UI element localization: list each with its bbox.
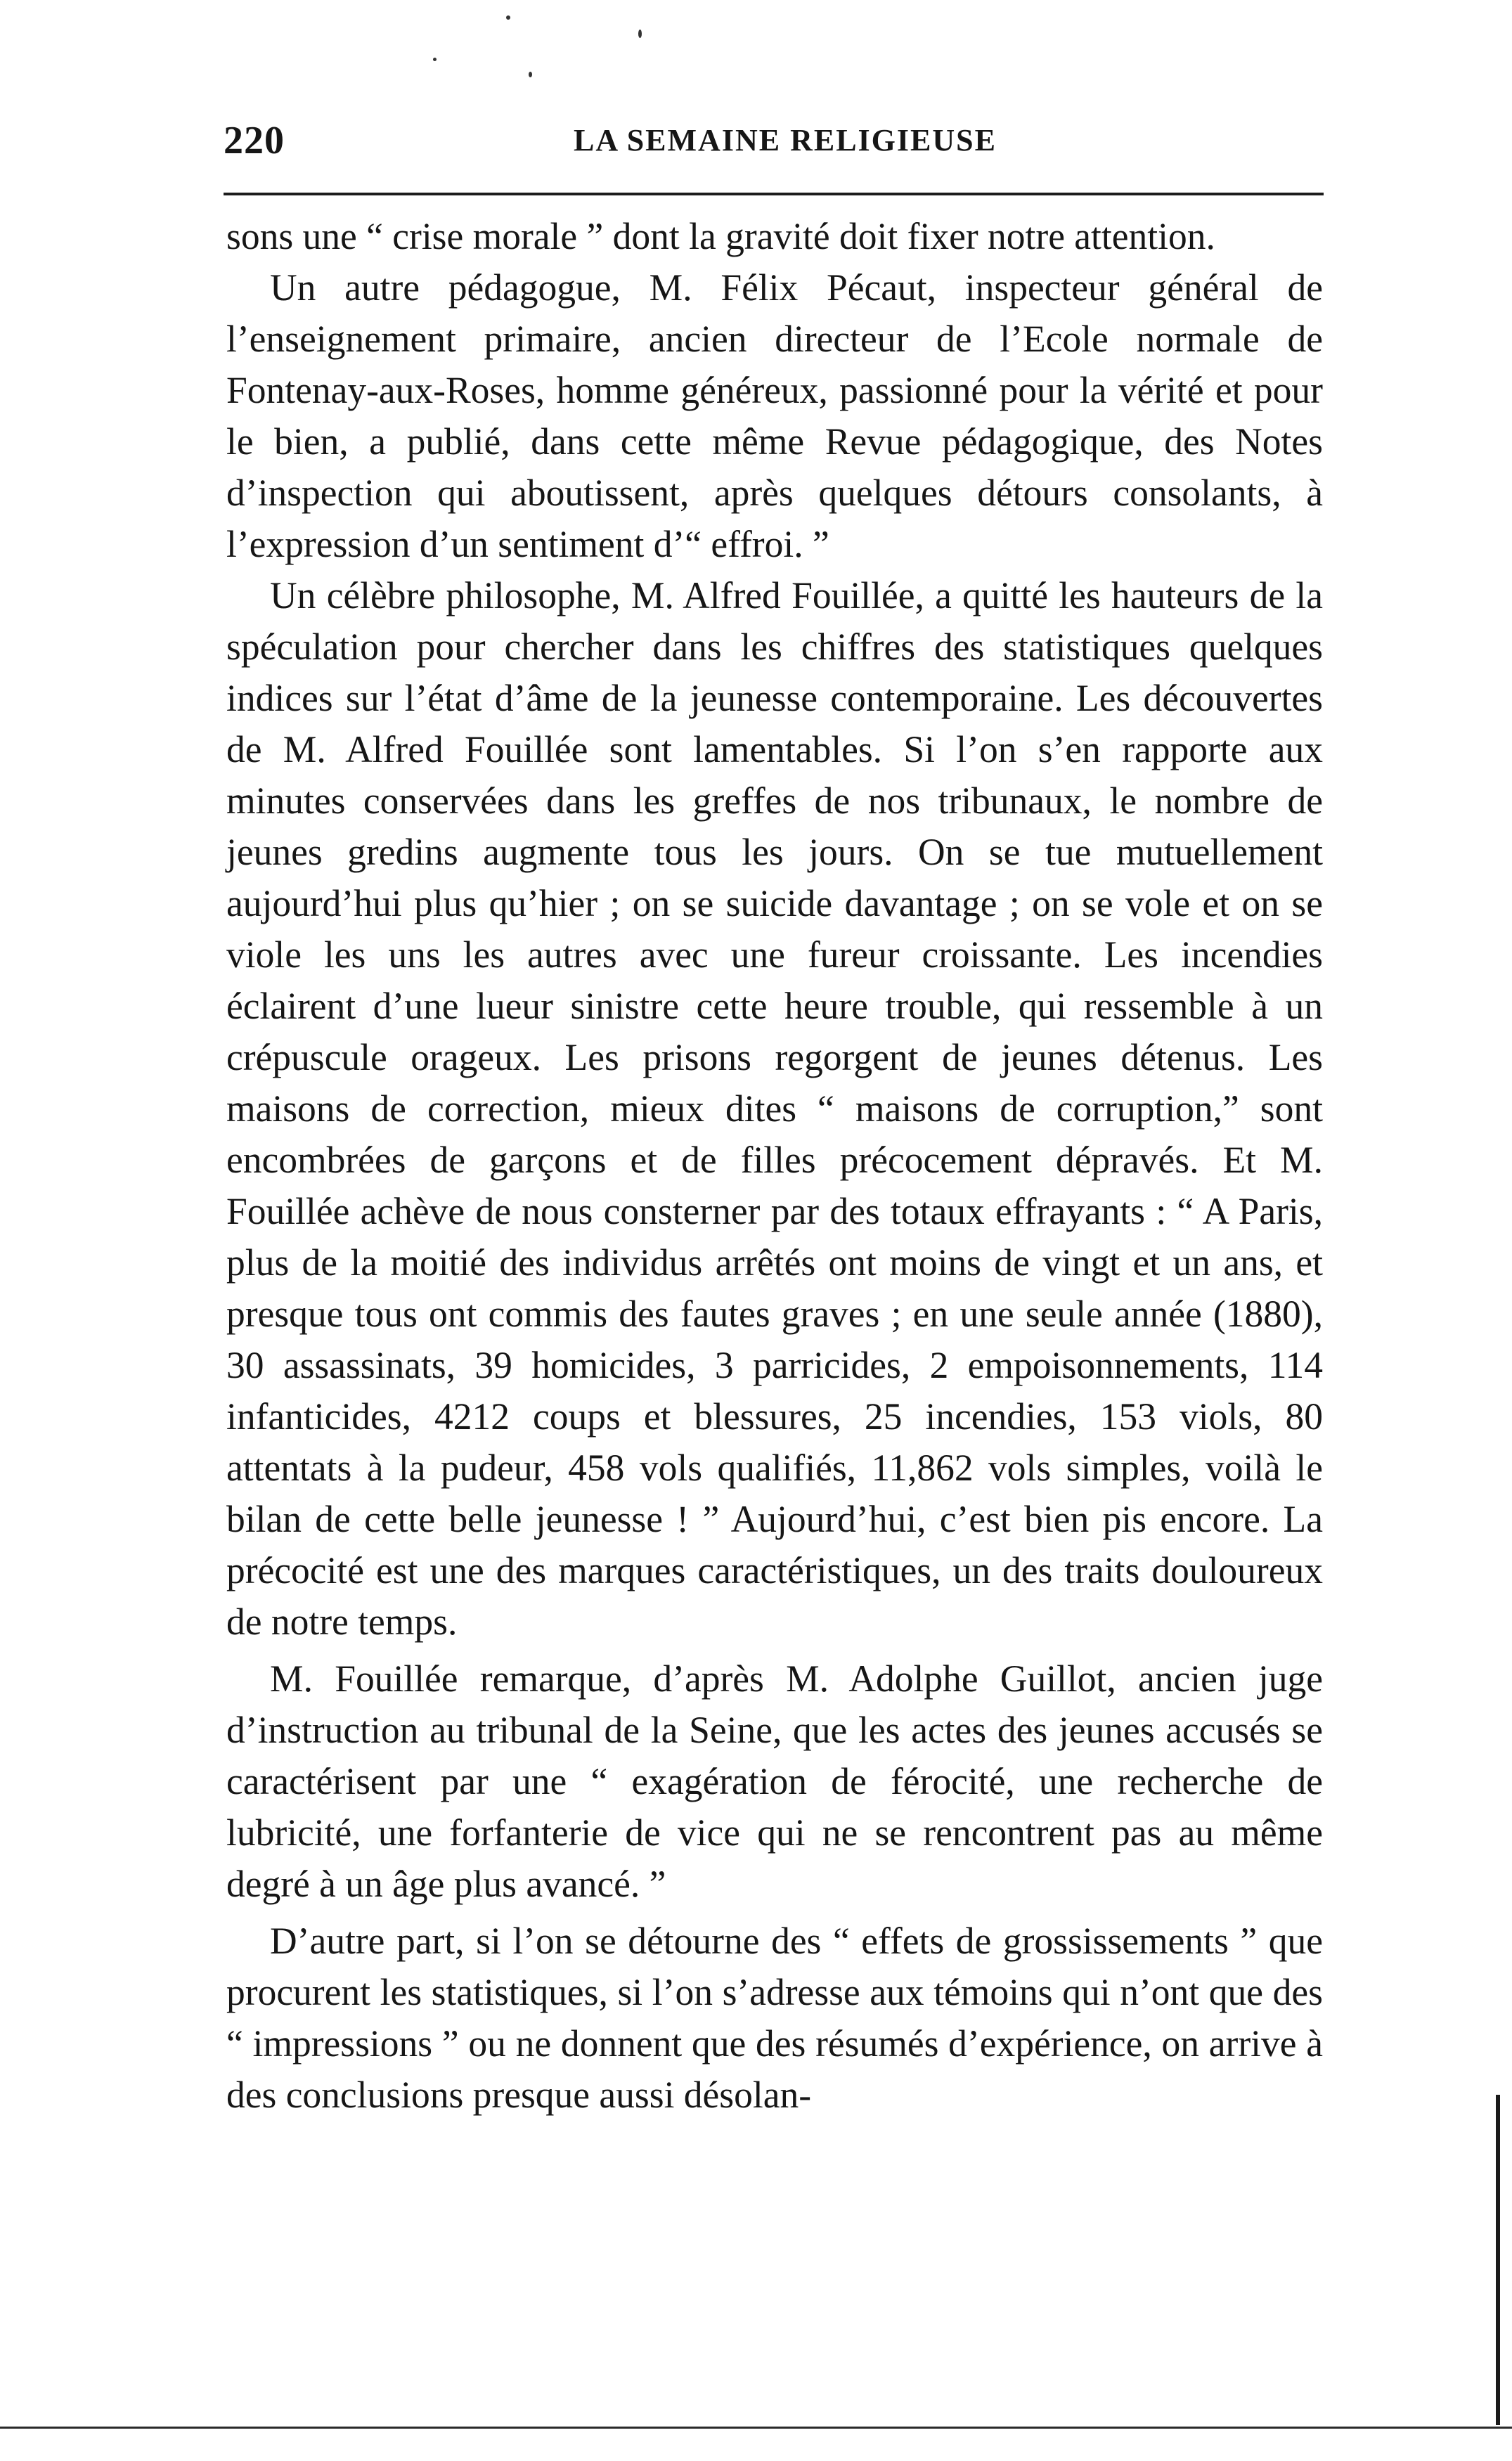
header-rule	[224, 193, 1324, 195]
scan-bottom-edge	[0, 2427, 1512, 2429]
running-head: LA SEMAINE RELIGIEUSE	[574, 123, 997, 157]
scan-speck	[529, 72, 532, 77]
paragraph-continuation: sons une “ crise morale ” dont la gravité doit fixer notre attention.	[226, 215, 1215, 257]
scan-speck	[506, 15, 510, 20]
page-number: 220	[224, 119, 285, 162]
scan-margin-mark	[1496, 2095, 1500, 2425]
scan-speck	[638, 30, 642, 38]
paragraph-temoins: D’autre part, si l’on se détourne des “ effets de grossissements ” que procurent les statistiques, si l’on s’adresse aux témoins qui n’ont que des “ impressions ” ou ne donnent que des résumés d’expérience, on arrive à des conclusions presque aussi désolan-	[226, 1920, 1323, 2116]
page-header	[224, 118, 1320, 174]
paragraph-pecaut: Un autre pédagogue, M. Félix Pécaut, inspecteur général de l’enseignement primaire, ancien directeur de l’Ecole normale de Fontenay-aux-Roses, homme généreux, passionné pour la vérité et pour le bien, a publié, dans cette même Revue pédagogique, des Notes d’inspection qui aboutissent, après quelques détours consolants, à l’expression d’un sentiment d’“ effroi. ”	[226, 266, 1323, 565]
body-text	[226, 211, 1323, 2121]
paragraph-fouillee: Un célèbre philosophe, M. Alfred Fouillée, a quitté les hauteurs de la spéculation pour chercher dans les chiffres des statistiques quelques indices sur l’état d’âme de la jeunesse contemporaine. Les découvertes de M. Alfred Fouillée sont lamentables. Si l’on s’en rapporte aux minutes conservées dans les greffes de nos tribunaux, le nombre de jeunes gredins augmente tous les jours. On se tue mutuellement aujourd’hui plus qu’hier ; on se suicide davantage ; on se vole et on se viole les uns les autres avec une fureur croissante. Les incendies éclairent d’une lueur sinistre cette heure trouble, qui ressemble à un crépuscule orageux. Les prisons regorgent de jeunes détenus. Les maisons de correction, mieux dites “ maisons de corruption,” sont encombrées de garçons et de filles précocement dépravés. Et M. Fouillée achève de nous consterner par des totaux effrayants : “ A Paris, plus de la moitié des individus arrêtés ont moins de vingt et un ans, et presque tous ont commis des fautes graves ; en une seule année (1880), 30 assassinats, 39 homicides, 3 parricides, 2 empoisonnements, 114 infanticides, 4212 coups et blessures, 25 incendies, 153 viols, 80 attentats à la pudeur, 458 vols qualifiés, 11,862 vols simples, voilà le bilan de cette belle jeunesse ! ” Aujourd’hui, c’est bien pis encore. La précocité est une des marques caractéristiques, un des traits douloureux de notre temps.	[226, 574, 1323, 1643]
scan-speck	[433, 58, 437, 61]
paragraph-guillot: M. Fouillée remarque, d’après M. Adolphe Guillot, ancien juge d’instruction au tribunal de la Seine, que les actes des jeunes accusés se caractérisent par une “ exagération de férocité, une recherche de lubricité, une forfanterie de vice qui ne se rencontrent pas au même degré à un âge plus avancé. ”	[226, 1658, 1323, 1905]
